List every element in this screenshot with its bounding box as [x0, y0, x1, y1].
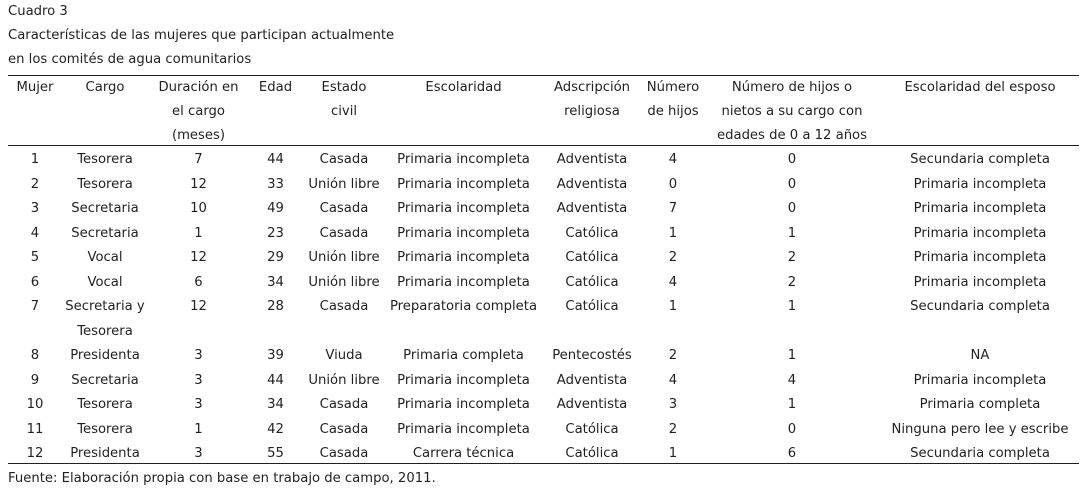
table-cell: 12 [190, 250, 207, 265]
table-cell: Católica [565, 299, 619, 314]
table-cell: Secretaria [71, 372, 139, 388]
table-cell: 3 [30, 201, 40, 216]
table-cell: 23 [267, 225, 284, 241]
column-header-line: civil [330, 104, 358, 119]
table-body [8, 148, 1079, 467]
column-header-line: Adscripción [553, 80, 631, 95]
table-cell: NA [970, 348, 990, 363]
column-header-line: Escolaridad del esposo [904, 80, 1056, 95]
column-header [249, 76, 302, 148]
table-cell: Primaria incompleta [397, 176, 530, 192]
table-source-note: Fuente: Elaboración propia con base en trabajo de campo, 2011. [8, 471, 436, 486]
table-cell: Unión libre [308, 274, 380, 290]
column-header [703, 76, 881, 148]
table-row [8, 246, 1079, 271]
table-cell: Casada [319, 225, 369, 241]
table-cell: 5 [30, 250, 40, 265]
table-cell: Primaria incompleta [913, 274, 1047, 290]
table-cell: Primaria incompleta [913, 372, 1047, 388]
table-cell: 4 [668, 152, 678, 167]
table-row [8, 222, 1079, 247]
table-row [8, 369, 1079, 394]
table-cell: Vocal [87, 250, 123, 265]
table-cell: Vocal [87, 274, 123, 290]
column-header [541, 76, 643, 148]
column-header-line: Duración en [158, 80, 239, 95]
column-header [302, 76, 386, 148]
table-cell: 1 [668, 446, 678, 461]
table-cell: 1 [194, 225, 203, 241]
column-header-line: Número de hijos o [731, 80, 853, 95]
table-cell: Primaria completa [919, 397, 1041, 412]
table-cell: Pentecostés [552, 348, 632, 363]
table-cell: 2 [668, 348, 678, 363]
column-header [386, 76, 541, 148]
table-cell: Carrera técnica [412, 446, 515, 461]
table-cell: Primaria incompleta [913, 225, 1047, 241]
column-header-line: edades de 0 a 12 años [717, 128, 867, 143]
table-title-line-2: en los comités de agua comunitarios [8, 52, 252, 67]
table-cell: Católica [565, 446, 619, 461]
table-cell: Secretaria [71, 225, 139, 241]
table-cell: 3 [668, 397, 678, 412]
table-row [8, 173, 1079, 198]
table-cell: 9 [30, 372, 40, 388]
table-cell: Casada [319, 152, 369, 167]
column-header-line: Edad [258, 80, 293, 95]
table-cell: 7 [30, 299, 40, 314]
table-cell: 0 [787, 176, 797, 192]
column-header-line: de hijos [647, 104, 699, 119]
table-cell: Casada [319, 299, 369, 314]
table-cell: 7 [668, 201, 678, 216]
table-cell: Católica [565, 250, 619, 265]
table-cell: Adventista [556, 152, 628, 167]
table-cell: 1 [194, 421, 203, 437]
table-row [8, 197, 1079, 222]
column-header-line: Mujer [16, 80, 54, 95]
table-cell: 1 [787, 348, 797, 363]
table-cell: Adventista [556, 201, 628, 216]
table-cell: Casada [319, 421, 369, 437]
table-cell: Ninguna pero lee y escribe [891, 421, 1069, 437]
table-row [8, 148, 1079, 173]
table-cell: 55 [267, 446, 284, 461]
table-cell: Casada [319, 446, 369, 461]
table-cell: 10 [190, 201, 207, 216]
table-cell: 0 [787, 152, 797, 167]
table-cell: Secretaria [71, 201, 139, 216]
table-cell: Católica [565, 421, 619, 437]
table-cell: 39 [267, 348, 284, 363]
table-cell: 7 [194, 152, 203, 167]
table-row [8, 344, 1079, 369]
table-cell: Católica [565, 225, 619, 241]
table-cell: Adventista [556, 372, 628, 388]
table-cell: Primaria incompleta [397, 274, 530, 290]
column-header [643, 76, 703, 148]
table-cell: 6 [194, 274, 203, 290]
table-cell: Unión libre [308, 372, 380, 388]
table-cell: 1 [787, 397, 797, 412]
table-row [8, 295, 1079, 344]
table-cell: 1 [668, 299, 678, 314]
table-cell: 1 [30, 152, 40, 167]
table-cell: 3 [194, 372, 203, 388]
table-row [8, 418, 1079, 443]
table-cell: Preparatoria completa [389, 299, 538, 314]
table-cell: 12 [190, 176, 207, 192]
table-cell: 12 [190, 299, 207, 314]
table-title-line-1: Características de las mujeres que participan actualmente [8, 28, 395, 43]
table-cell: Unión libre [308, 250, 380, 265]
table-cell: Adventista [556, 397, 628, 412]
table-cell: Adventista [556, 176, 628, 192]
table-cell: 12 [26, 446, 44, 461]
table-cell: 0 [787, 201, 797, 216]
table-header-row [8, 76, 1079, 148]
table-cell: Secundaria completa [910, 299, 1050, 314]
column-header [881, 76, 1079, 148]
table-cell: 4 [668, 274, 678, 290]
table-cell: Primaria incompleta [397, 152, 530, 167]
table-cell: Primaria incompleta [913, 201, 1047, 216]
table-cell: 49 [267, 201, 284, 216]
data-table [8, 76, 1079, 467]
column-header-line: (meses) [171, 128, 226, 143]
column-header [8, 76, 62, 148]
table-cell: 2 [787, 274, 797, 290]
column-header-line: Escolaridad [425, 80, 502, 95]
table-cell: Primaria incompleta [397, 250, 530, 265]
table-cell: 2 [668, 421, 678, 437]
table-cell: 29 [267, 250, 284, 265]
table-cell: 44 [267, 152, 284, 167]
table-cell: Casada [319, 397, 369, 412]
table-cell: 4 [30, 225, 40, 241]
table-cell: 1 [668, 225, 678, 241]
table-cell: Unión libre [308, 176, 380, 192]
table-cell: 11 [26, 421, 44, 437]
table-cell: Tesorera [77, 152, 133, 167]
table-cell: Primaria incompleta [397, 421, 530, 437]
column-header-line: Número [646, 80, 700, 95]
table-cell: 8 [30, 348, 40, 363]
table-cell: Primaria incompleta [397, 397, 530, 412]
table-cell: 3 [194, 397, 203, 412]
table-cell: Primaria completa [403, 348, 524, 363]
table-cell: Tesorera [77, 176, 133, 192]
table-cell: 2 [30, 176, 40, 192]
table-caption-number: Cuadro 3 [8, 4, 68, 19]
table-cell: Tesorera [77, 421, 133, 437]
table-row [8, 442, 1079, 467]
column-header-line: nietos a su cargo con [721, 104, 863, 119]
table-cell: 4 [787, 372, 797, 388]
table-cell: Secretaria y Tesorera [65, 299, 145, 339]
table-cell: Primaria incompleta [397, 201, 530, 216]
table-cell: 3 [194, 446, 203, 461]
table-cell: 28 [267, 299, 284, 314]
table-cell: 10 [26, 397, 44, 412]
table-cell: Secundaria completa [910, 152, 1050, 167]
table-cell: 0 [787, 421, 797, 437]
table-cell: Primaria incompleta [397, 225, 530, 241]
table-cell: Tesorera [77, 397, 133, 412]
table-cell: 3 [194, 348, 203, 363]
column-header-line: Estado [321, 80, 367, 95]
table-cell: Secundaria completa [910, 446, 1050, 461]
table-cell: Primaria incompleta [913, 250, 1047, 265]
table-cell: 2 [787, 250, 797, 265]
table-cell: 2 [668, 250, 678, 265]
table-cell: Presidenta [70, 446, 140, 461]
table-cell: 6 [787, 446, 797, 461]
table-row [8, 271, 1079, 296]
table-cell: Primaria incompleta [913, 176, 1047, 192]
table-cell: Viuda [325, 348, 363, 363]
column-header [148, 76, 249, 148]
table-cell: Primaria incompleta [397, 372, 530, 388]
column-header [62, 76, 148, 148]
table-row [8, 393, 1079, 418]
column-header-line: el cargo [172, 104, 225, 119]
column-header-line: religiosa [564, 104, 620, 119]
table-cell: 1 [787, 299, 797, 314]
table-cell: 1 [787, 225, 797, 241]
table-cell: 33 [267, 176, 284, 192]
table-cell: 34 [267, 397, 284, 412]
table-cell: 42 [267, 421, 284, 437]
table-cell: 44 [267, 372, 284, 388]
column-header-line: Cargo [85, 80, 125, 95]
table-cell: 34 [267, 274, 284, 290]
table-cell: Católica [565, 274, 619, 290]
table-cell: 4 [668, 372, 678, 388]
table-cell: Presidenta [70, 348, 140, 363]
table-cell: 0 [668, 176, 678, 192]
table-cell: Casada [319, 201, 369, 216]
table-cell: 6 [30, 274, 40, 290]
